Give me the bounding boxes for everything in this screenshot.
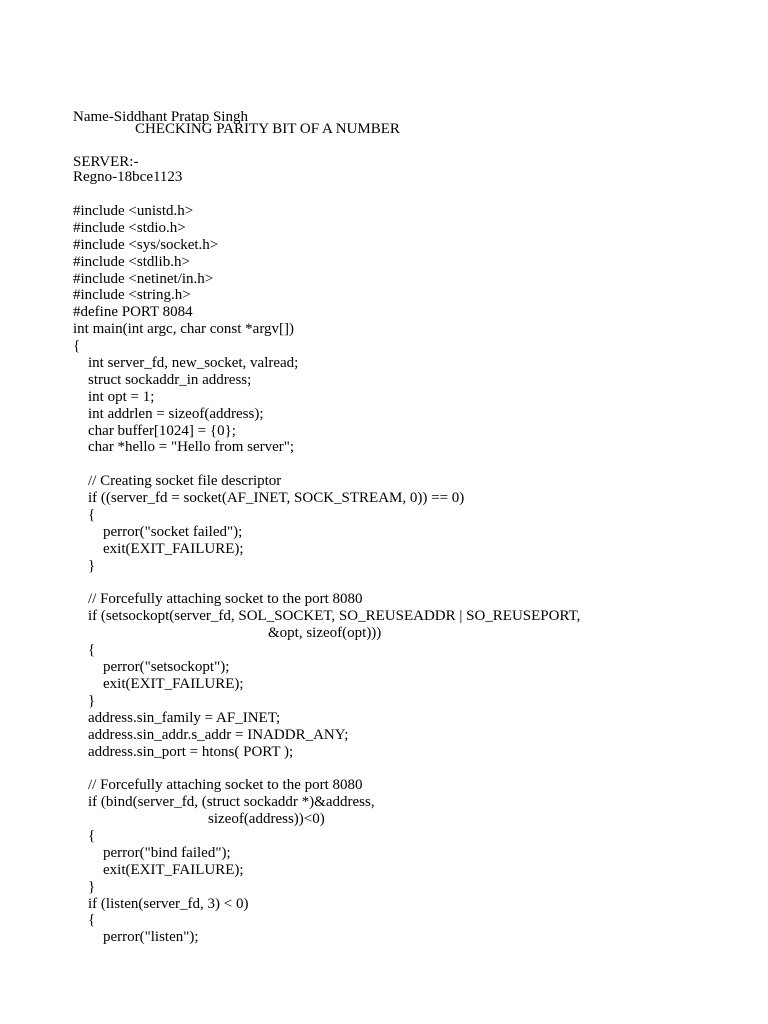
code-line: #include <stdlib.h> bbox=[73, 253, 190, 270]
code-line: #include <stdio.h> bbox=[73, 219, 186, 236]
code-line: { bbox=[73, 912, 96, 929]
code-line: address.sin_port = htons( PORT ); bbox=[73, 743, 294, 760]
code-line: perror("setsockopt"); bbox=[73, 659, 230, 676]
regno-line: Regno-18bce1123 bbox=[73, 169, 183, 185]
code-line: { bbox=[73, 827, 96, 844]
code-line: if (bind(server_fd, (struct sockaddr *)&address, bbox=[73, 794, 375, 811]
code-line: perror("listen"); bbox=[73, 929, 199, 946]
code-block bbox=[73, 203, 580, 946]
code-line: char buffer[1024] = {0}; bbox=[73, 422, 236, 439]
code-line: sizeof(address))<0) bbox=[73, 811, 325, 828]
code-line: } bbox=[73, 878, 96, 895]
code-line bbox=[73, 760, 580, 777]
code-line: } bbox=[73, 557, 96, 574]
code-line: perror("socket failed"); bbox=[73, 523, 243, 540]
code-line: if ((server_fd = socket(AF_INET, SOCK_STREAM, 0)) == 0) bbox=[73, 490, 465, 507]
code-line bbox=[73, 456, 580, 473]
code-line: address.sin_family = AF_INET; bbox=[73, 709, 281, 726]
code-line: #include <sys/socket.h> bbox=[73, 236, 219, 253]
code-line: #include <string.h> bbox=[73, 287, 191, 304]
code-line: } bbox=[73, 692, 96, 709]
name-line: Name-Siddhant Pratap Singh bbox=[73, 109, 248, 125]
code-line: // Forcefully attaching socket to the port 8080 bbox=[73, 591, 363, 608]
code-line: #include <unistd.h> bbox=[73, 203, 194, 219]
code-line: #define PORT 8084 bbox=[73, 304, 193, 321]
code-line: int opt = 1; bbox=[73, 388, 155, 405]
code-line: exit(EXIT_FAILURE); bbox=[73, 675, 244, 692]
code-line: if (listen(server_fd, 3) < 0) bbox=[73, 895, 249, 912]
code-line bbox=[73, 575, 580, 592]
code-line: &opt, sizeof(opt))) bbox=[73, 625, 382, 642]
code-line: if (setsockopt(server_fd, SOL_SOCKET, SO_REUSEADDR | SO_REUSEPORT, bbox=[73, 608, 581, 625]
document-title: CHECKING PARITY BIT OF A NUMBER bbox=[135, 121, 400, 137]
section-label: SERVER:- bbox=[73, 154, 139, 170]
code-line: perror("bind failed"); bbox=[73, 844, 231, 861]
code-line: int main(int argc, char const *argv[]) bbox=[73, 321, 295, 338]
code-line: int server_fd, new_socket, valread; bbox=[73, 355, 299, 372]
code-line: // Creating socket file descriptor bbox=[73, 473, 282, 490]
code-line: int addrlen = sizeof(address); bbox=[73, 405, 264, 422]
code-line: // Forcefully attaching socket to the port 8080 bbox=[73, 777, 363, 794]
code-line: address.sin_addr.s_addr = INADDR_ANY; bbox=[73, 726, 349, 743]
code-line: #include <netinet/in.h> bbox=[73, 270, 214, 287]
code-line: { bbox=[73, 642, 96, 659]
code-line: char *hello = "Hello from server"; bbox=[73, 439, 295, 456]
code-line: exit(EXIT_FAILURE); bbox=[73, 540, 244, 557]
code-line: struct sockaddr_in address; bbox=[73, 371, 252, 388]
code-line: { bbox=[73, 507, 96, 524]
code-line: { bbox=[73, 338, 81, 355]
code-line: exit(EXIT_FAILURE); bbox=[73, 861, 244, 878]
